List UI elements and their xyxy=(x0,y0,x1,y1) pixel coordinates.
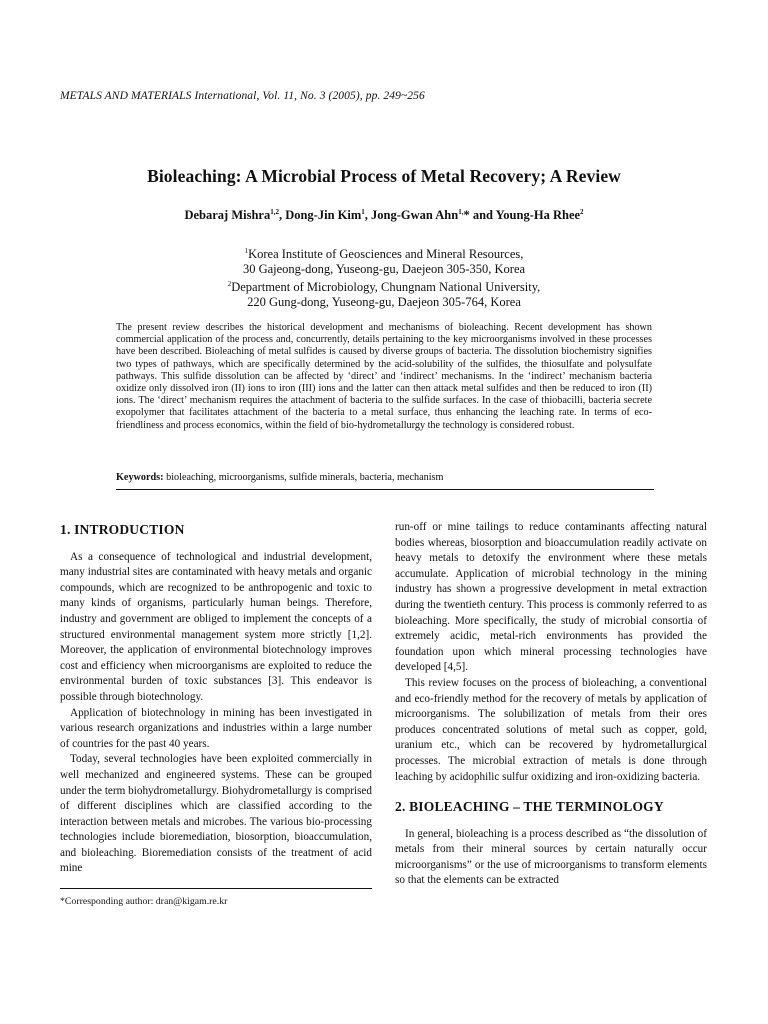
keywords-label: Keywords: xyxy=(116,472,164,483)
section-heading-introduction: 1. INTRODUCTION xyxy=(60,522,185,537)
section-heading-terminology: 2. BIOLEACHING – THE TERMINOLOGY xyxy=(395,799,664,815)
author-affil-mark: 2 xyxy=(580,208,584,216)
abstract-text: The present review describes the historical development and mechanisms of bioleaching. Recent development has shown commercial application of the process and, concurrently, details pertaining to the key microorganisms involved in these processes have been described. Bioleaching of metal sulfides is caused by diverse groups of bacteria. The dissolution biochemistry signifies two types of pathways, which are specifically determined by the acid-solubility of the sulfides, the thiosulfate and polysulfate pathways. This sulfide dissolution can be affected by ‘direct’ and ‘indirect’ mechanisms. In the ‘indirect’ mechanism bacteria oxidize only dissolved iron (II) ions to iron (III) ions and the latter can then attack metal sulfides and then be reduced to iron (II) ions. The ‘direct’ mechanism requires the attachment of bacteria to the sulfide surfaces. In the case of thiobacilli, bacteria secrete exopolymer that facilitates attachment of the bacteria to a metal surface, thus enhancing the leaching rate. In terms of eco-friendliness and process economics, within the field of bio-hydrometallurgy the technology is considered robust. xyxy=(116,322,652,431)
body-paragraph: run-off or mine tailings to reduce contaminants affecting natural bodies whereas, biosorption and bioaccumulation readily activate on heavy metals to detoxify the environment where these metals accumulate. Application of microbial technology in the mining industry has shown a progressive development in metal extraction during the twentieth century. This process is commonly referred to as bioleaching. More specifically, the study of microbial consortia of extremely acidic, metal-rich environments has provided the foundation upon which mineral processing technologies have developed [4,5]. xyxy=(395,521,707,674)
author-name: Young-Ha Rhee xyxy=(495,208,581,223)
affiliation-mark: 1 xyxy=(244,247,249,255)
right-column xyxy=(395,520,707,889)
affiliation-line: Department of Microbiology, Chungnam National University, xyxy=(231,280,541,295)
keywords-list: bioleaching, microorganisms, sulfide minerals, bacteria, mechanism xyxy=(166,472,444,483)
body-paragraph: Today, several technologies have been exploited commercially in well mechanized and engineered systems. These can be grouped under the term biohydrometallurgy. Biohydrometallurgy is comprised of different disciplines which are classified according to the interaction between metals and microbes. The various bio-processing technologies include bioremediation, biosorption, bioaccumulation, and bioleaching. Bioremediation consists of the treatment of acid mine xyxy=(60,753,372,875)
author-separator: * and xyxy=(463,208,496,223)
keywords-line xyxy=(116,472,652,483)
author-name: Dong-Jin Kim xyxy=(285,208,362,223)
abstract-divider xyxy=(116,489,654,490)
footnote-divider xyxy=(60,888,372,889)
affiliation-line: Korea Institute of Geosciences and Mineral Resources, xyxy=(248,247,524,262)
body-paragraph: Application of biotechnology in mining has been investigated in various research organizations and industries within a large number of countries for the past 40 years. xyxy=(60,706,372,750)
author-affil-mark: 1 xyxy=(361,208,365,216)
corresponding-author-footnote: *Corresponding author: dran@kigam.re.kr xyxy=(60,896,228,907)
body-paragraph: This review focuses on the process of bioleaching, a conventional and eco-friendly method for the recovery of metals by application of microorganisms. The solubilization of metals from their ores produces concentrated solutions of metal such as copper, gold, uranium etc., which can be recovered by hydrometallurgical processes. The microbial extraction of metals is done through leaching by acidophilic sulfur oxidizing and iron-oxidizing bacteria. xyxy=(395,676,707,783)
author-separator: , xyxy=(278,208,286,223)
journal-citation: METALS AND MATERIALS International, Vol. 11, No. 3 (2005), pp. 249~256 xyxy=(60,90,425,102)
affiliation-mark: 2 xyxy=(227,280,232,289)
affiliation-line: 30 Gajeong-dong, Yuseong-gu, Daejeon 305-350, Korea xyxy=(242,262,526,277)
affiliation-1 xyxy=(0,244,768,262)
body-paragraph: As a consequence of technological and industrial development, many industrial sites are contaminated with heavy metals and organic compounds, which are recognized to be anthropogenic and toxic to many kinds of organisms, particularly human beings. Therefore, industry and government are obliged to implement the concepts of a structured environmental management system more strictly [1,2]. Moreover, the application of environmental biotechnology improves cost and efficiency when microorganisms are exploited to reduce the environmental burden of toxic substances [3]. This endeavor is possible through biotechnology. xyxy=(60,550,372,703)
affiliations xyxy=(0,244,768,310)
author-affil-mark: 1,2 xyxy=(270,208,279,216)
affiliation-line: 220 Gung-dong, Yuseong-gu, Daejeon 305-764, Korea xyxy=(247,295,521,310)
left-column xyxy=(60,520,372,877)
author-affil-mark: 1, xyxy=(458,208,464,216)
body-paragraph: In general, bioleaching is a process described as “the dissolution of metals from their mineral sources by certain naturally occur microorganisms” or the use of microorganisms to transform elements so that the elements can be extracted xyxy=(395,827,707,887)
affiliation-2 xyxy=(0,277,768,295)
author-name: Jong-Gwan Ahn xyxy=(371,208,459,223)
paper-title: Bioleaching: A Microbial Process of Metal Recovery; A Review xyxy=(147,166,621,186)
author-name: Debaraj Mishra xyxy=(184,208,271,223)
author-separator: , xyxy=(364,208,372,223)
author-list xyxy=(0,208,768,223)
